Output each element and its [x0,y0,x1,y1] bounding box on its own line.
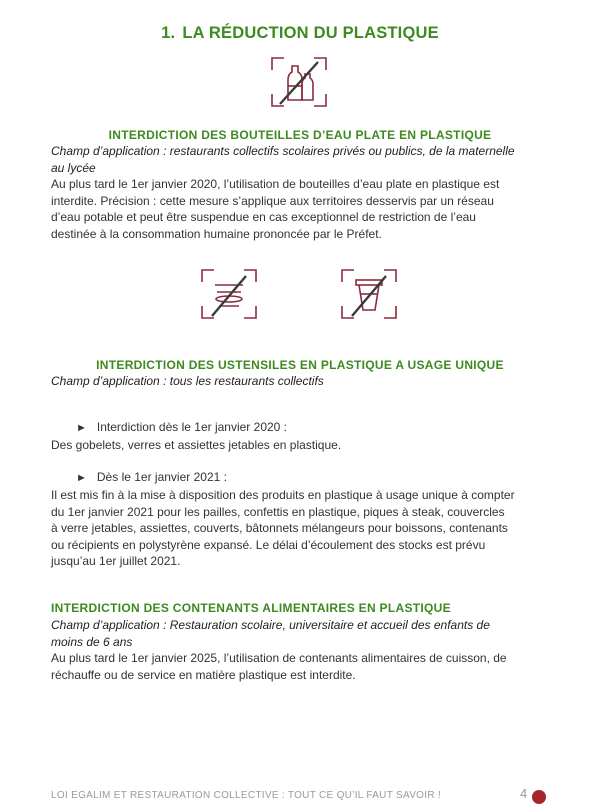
section3-body-line: réchauffe ou de service en matière plastique est interdite. [51,667,356,682]
section3-body [51,650,551,683]
bullet1-detail: Des gobelets, verres et assiettes jetables en plastique. [51,438,342,452]
section1-scope-line: Champ d’application : restaurants collectifs scolaires privés ou publics, de la maternelle [51,144,515,158]
section3-body-line: Au plus tard le 1er janvier 2025, l’utilisation de contenants alimentaires de cuisson, de [51,651,507,665]
section1-body-line: destinée à la consommation humaine prononcée par le Préfet. [51,226,382,241]
section3-scope-line: moins de 6 ans [51,634,133,649]
section3-scope-line: Champ d’application : Restauration scolaire, universitaire et accueil des enfants de [51,618,490,632]
bullet2-line: ou récipients en polystyrène expansé. Le délai d’écoulement des stocks est prévu [51,537,486,552]
section1-body [51,176,551,242]
bullet2-line: Il est mis fin à la mise à disposition des produits en plastique à usage unique à compter [51,488,515,502]
section1-scope-line: au lycée [51,160,96,175]
bullet2-line: du 1er janvier 2021 pour les pailles, confettis en plastique, piques à steak, couvercles [51,504,505,519]
bullet-arrow-icon: ► [76,472,87,484]
no-plastic-cup-icon [340,268,398,320]
section1-heading: INTERDICTION DES BOUTEILLES D’EAU PLATE EN PLASTIQUE [108,128,492,142]
bullet2-detail [51,487,551,570]
page-footer: LOI EGALIM ET RESTAURATION COLLECTIVE : TOUT CE QU’IL FAUT SAVOIR ! [51,790,441,801]
section2-scope: Champ d’application : tous les restaurants collectifs [51,374,324,388]
bullet2-line: jusqu’au 1er juillet 2021. [51,554,181,568]
bullet-item [76,470,227,484]
page-number: 4 [520,786,528,801]
bullet2-line: à verre jetables, assiettes, couverts, bâtonnets mélangeurs pour boissons, contenants [51,521,508,535]
section3-heading: INTERDICTION DES CONTENANTS ALIMENTAIRES EN PLASTIQUE [51,601,451,615]
page-marker-icon [532,790,546,804]
no-plastic-utensils-icon [200,268,258,320]
bullet-item [76,420,287,434]
section2-heading: INTERDICTION DES USTENSILES EN PLASTIQUE A USAGE UNIQUE [96,358,504,372]
bullet-arrow-icon: ► [76,422,87,434]
page-title [0,24,600,43]
title-text: LA RÉDUCTION DU PLASTIQUE [182,24,439,42]
bullet-text: Interdiction dès le 1er janvier 2020 : [96,420,288,434]
section1-body-line: Au plus tard le 1er janvier 2020, l’utilisation de bouteilles d’eau plate en plastique est [51,177,500,191]
section1-body-line: interdite. Précision : cette mesure s’applique aux territoires desservis par un réseau [51,193,494,208]
section1-scope [51,143,551,176]
bullet-text: Dès le 1er janvier 2021 : [96,470,227,484]
no-plastic-bottles-icon [270,56,328,108]
title-number: 1. [161,24,176,42]
section1-body-line: d’eau potable et peut être suspendue en cas exceptionnel de restriction de l’eau [51,210,476,224]
section3-scope [51,617,551,650]
